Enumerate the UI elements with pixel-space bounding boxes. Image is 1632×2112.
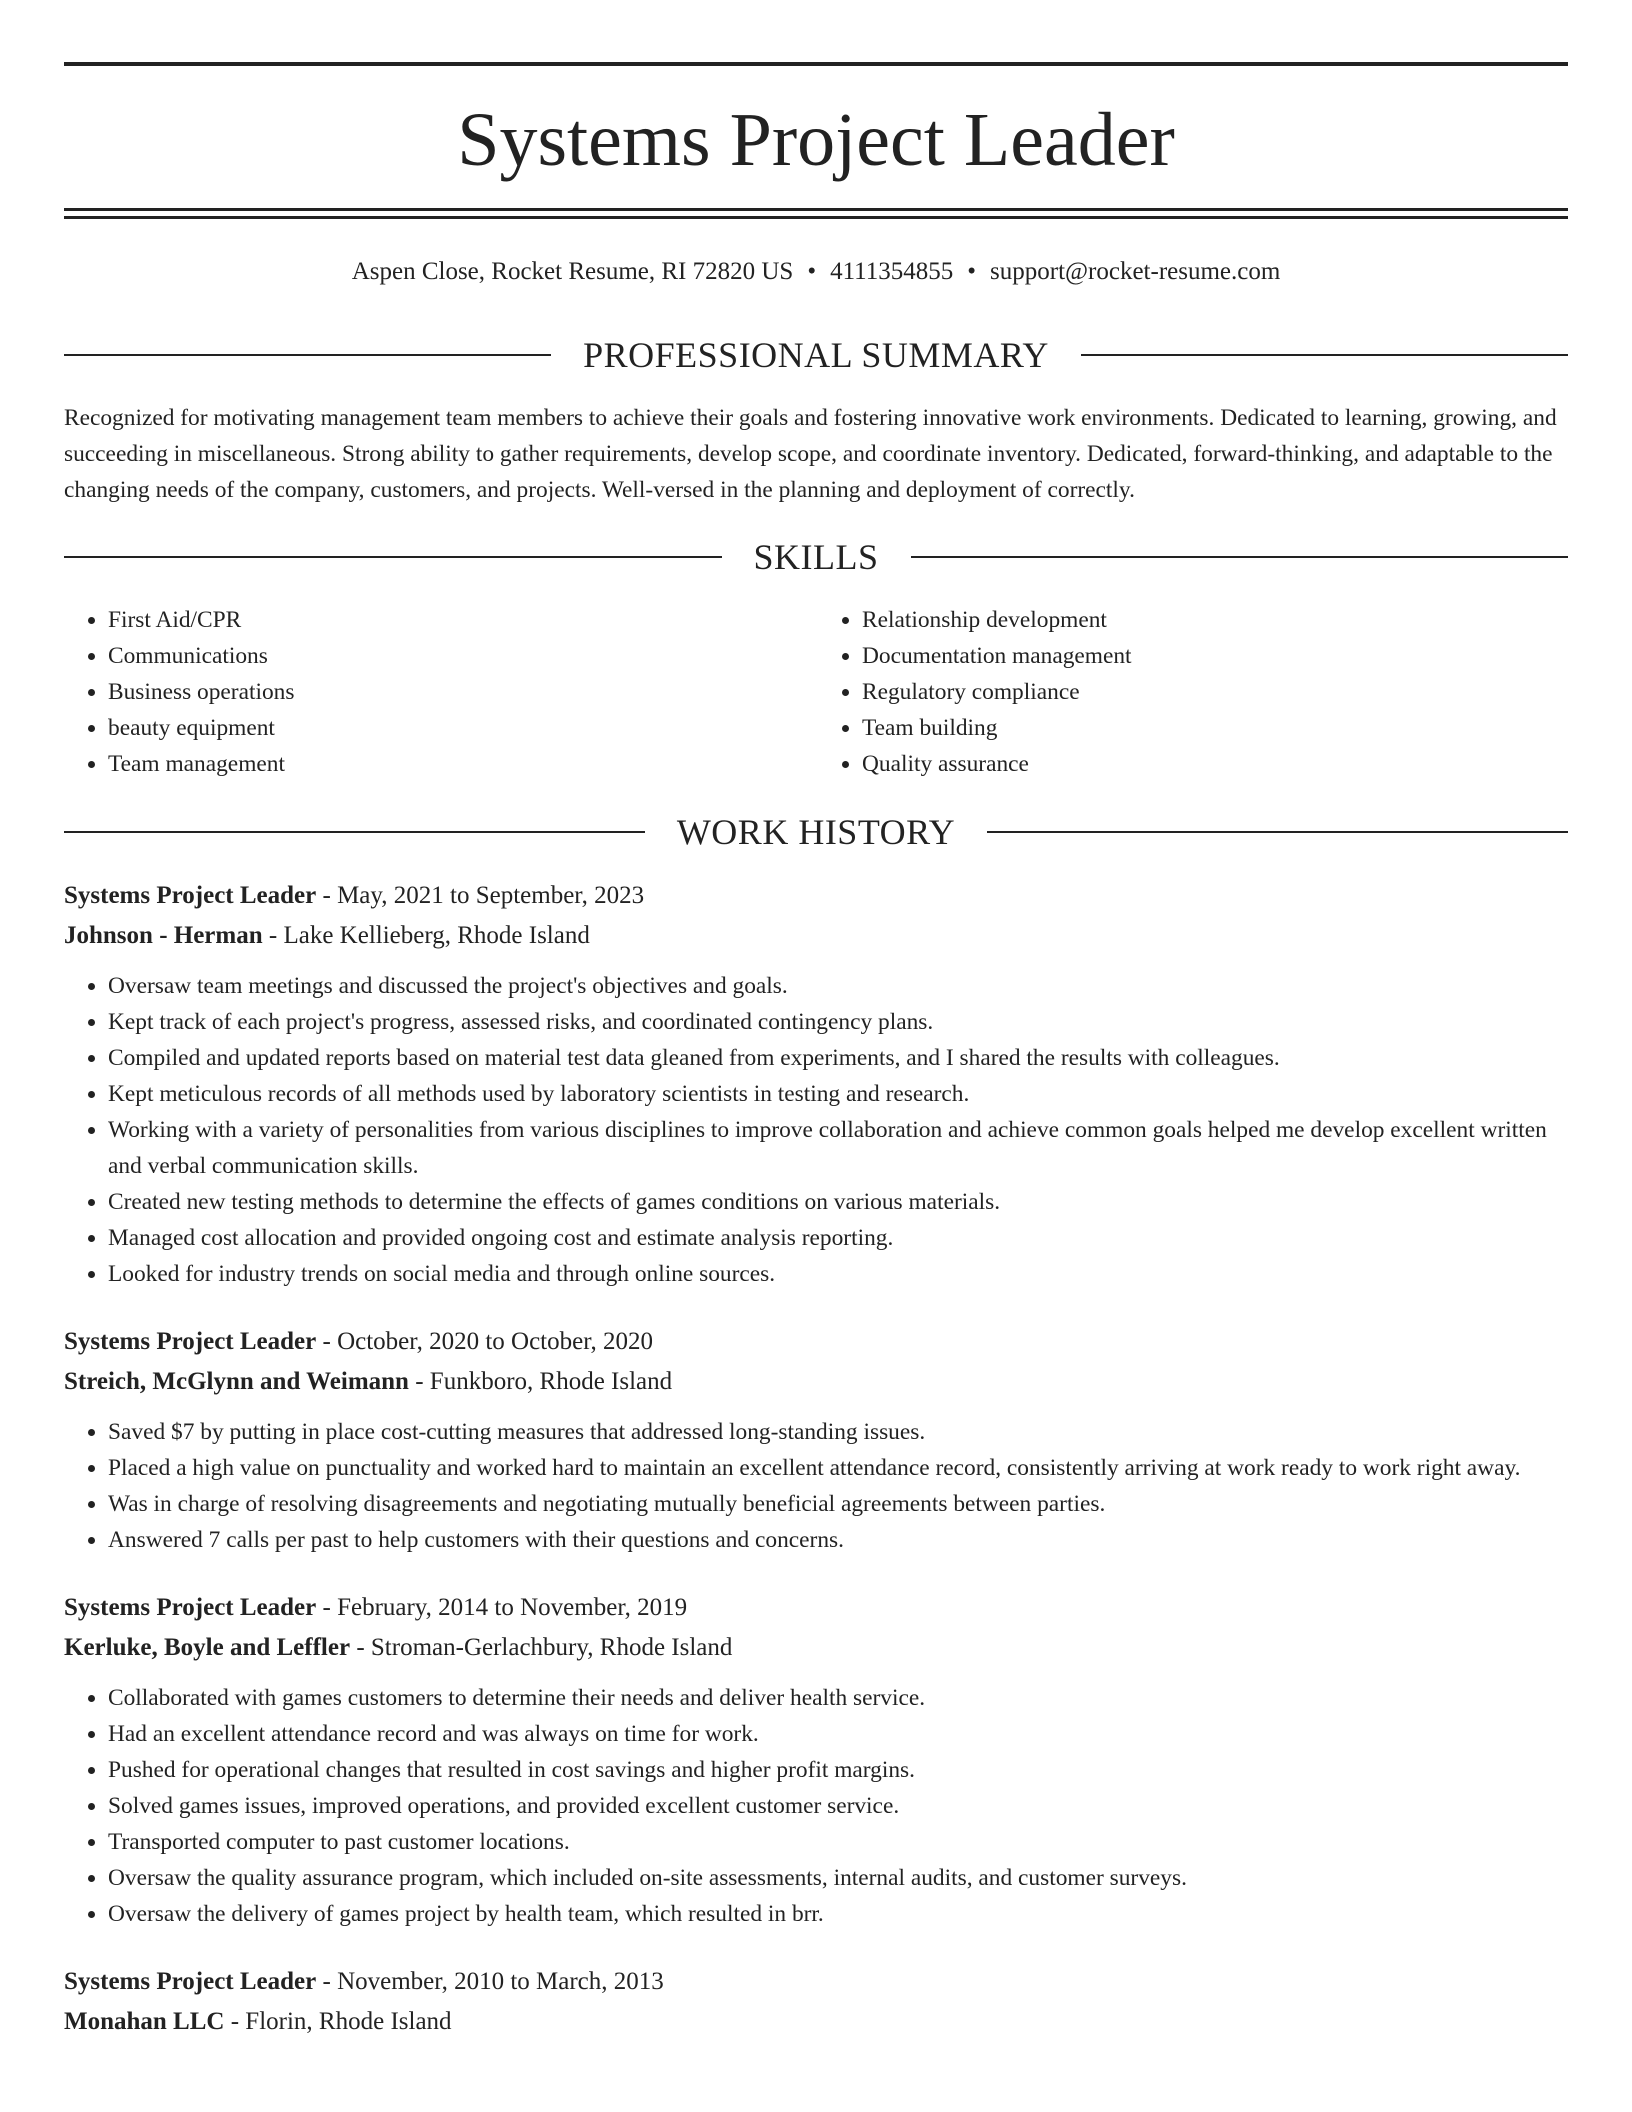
job-company-line	[64, 1362, 1568, 1402]
dash: -	[316, 1968, 338, 1995]
job-bullet: • Saved $7 by putting in place cost-cutting measures that addressed long-standing issues.	[108, 1414, 1568, 1450]
heading-rule-right	[911, 556, 1569, 558]
dash: -	[350, 1634, 371, 1661]
job-bullet: • Oversaw team meetings and discussed the project's objectives and goals.	[108, 968, 1568, 1004]
skill-item: • First Aid/CPR	[108, 602, 808, 638]
job-dates: February, 2014 to November, 2019	[337, 1594, 688, 1621]
dash: -	[316, 1328, 338, 1355]
job-title: Systems Project Leader	[64, 1968, 317, 1995]
job-bullet: • Working with a variety of personalities from various disciplines to improve collaboration and achieve common goals helped me develop excellent written and verbal communication skills.	[108, 1112, 1568, 1184]
contact-line	[64, 254, 1568, 290]
skill-item: • Documentation management	[862, 638, 1562, 674]
job-entry	[64, 1322, 1568, 1558]
skill-item: • Communications	[108, 638, 808, 674]
job-company: Kerluke, Boyle and Leffler	[64, 1634, 351, 1661]
heading-rule-right	[1081, 354, 1568, 356]
job-bullet: • Transported computer to past customer locations.	[108, 1824, 1568, 1860]
job-company-line	[64, 2002, 1568, 2042]
job-bullet: • Kept track of each project's progress, assessed risks, and coordinated contingency plans.	[108, 1004, 1568, 1040]
job-bullet: • Collaborated with games customers to determine their needs and deliver health service.	[108, 1680, 1568, 1716]
job-dates: May, 2021 to September, 2023	[337, 882, 645, 909]
skill-item: • Team building	[862, 710, 1562, 746]
job-title-line	[64, 876, 1568, 916]
title-rule-upper	[64, 208, 1568, 211]
job-bullet: • Compiled and updated reports based on material test data gleaned from experiments, and I shared the results with colleagues.	[108, 1040, 1568, 1076]
job-company: Johnson - Herman	[64, 922, 263, 949]
dash: -	[262, 922, 284, 949]
contact-separator: •	[807, 258, 817, 285]
summary-text: Recognized for motivating management team members to achieve their goals and fostering innovative work environments. Dedicated to learning, growing, and succeeding in miscellaneous. Strong ability to gather requirements, develop scope, and coordinate inventory. Dedicated, forward-thinking, and adaptable to the changing needs of the company, customers, and projects. Well-versed in the planning and deployment of correctly.	[64, 405, 1557, 503]
work-heading-label: WORK HISTORY	[676, 812, 956, 852]
skills-column-right	[808, 602, 1562, 782]
skills-column-left	[64, 602, 808, 782]
title-rule-lower	[64, 216, 1568, 219]
job-bullet: • Managed cost allocation and provided ongoing cost and estimate analysis reporting.	[108, 1220, 1568, 1256]
job-company-line	[64, 916, 1568, 956]
job-company: Streich, McGlynn and Weimann	[64, 1368, 409, 1395]
heading-rule-left	[64, 354, 551, 356]
work-heading	[64, 810, 1568, 854]
job-bullet: • Looked for industry trends on social media and through online sources.	[108, 1256, 1568, 1292]
job-bullet: • Created new testing methods to determine the effects of games conditions on various materials.	[108, 1184, 1568, 1220]
job-title-line	[64, 1588, 1568, 1628]
job-bullet: • Pushed for operational changes that resulted in cost savings and higher profit margins.	[108, 1752, 1568, 1788]
job-location: Stroman-Gerlachbury, Rhode Island	[370, 1634, 733, 1661]
page-title: Systems Project Leader	[457, 98, 1175, 182]
job-bullet: • Had an excellent attendance record and was always on time for work.	[108, 1716, 1568, 1752]
skills-heading	[64, 535, 1568, 579]
job-bullets	[64, 968, 1568, 1292]
job-location: Lake Kellieberg, Rhode Island	[283, 922, 590, 949]
skill-item: • beauty equipment	[108, 710, 808, 746]
job-company: Monahan LLC	[64, 2008, 225, 2035]
job-dates: October, 2020 to October, 2020	[337, 1328, 654, 1355]
skills-list	[64, 602, 1568, 782]
job-entry	[64, 1962, 1568, 2042]
summary-heading-label: PROFESSIONAL SUMMARY	[583, 335, 1049, 375]
job-title: Systems Project Leader	[64, 1594, 317, 1621]
skills-heading-label: SKILLS	[753, 537, 879, 577]
dash: -	[408, 1368, 430, 1395]
skill-item: • Team management	[108, 746, 808, 782]
contact-phone: 4111354855	[830, 258, 954, 285]
job-bullet: • Oversaw the quality assurance program, which included on-site assessments, internal audits, and customer surveys.	[108, 1860, 1568, 1896]
job-bullet: • Answered 7 calls per past to help customers with their questions and concerns.	[108, 1522, 1568, 1558]
heading-rule-right	[987, 831, 1568, 833]
top-rule	[64, 62, 1568, 66]
job-bullets	[64, 1680, 1568, 1932]
job-title: Systems Project Leader	[64, 1328, 317, 1355]
job-bullet: • Placed a high value on punctuality and worked hard to maintain an excellent attendance record, consistently arriving at work ready to work right away.	[108, 1450, 1568, 1486]
contact-email: support@rocket-resume.com	[990, 258, 1281, 285]
contact-address: Aspen Close, Rocket Resume, RI 72820 US	[351, 258, 794, 285]
job-dates: November, 2010 to March, 2013	[337, 1968, 664, 1995]
job-entry	[64, 876, 1568, 1292]
skill-item: • Business operations	[108, 674, 808, 710]
job-entry	[64, 1588, 1568, 1932]
job-bullet: • Oversaw the delivery of games project by health team, which resulted in brr.	[108, 1896, 1568, 1932]
heading-rule-left	[64, 831, 645, 833]
job-title-line	[64, 1322, 1568, 1362]
job-location: Funkboro, Rhode Island	[429, 1368, 673, 1395]
job-title-line	[64, 1962, 1568, 2002]
job-location: Florin, Rhode Island	[245, 2008, 452, 2035]
job-bullet: • Was in charge of resolving disagreements and negotiating mutually beneficial agreements between parties.	[108, 1486, 1568, 1522]
job-company-line	[64, 1628, 1568, 1668]
dash: -	[224, 2008, 246, 2035]
heading-rule-left	[64, 556, 722, 558]
skill-item: • Relationship development	[862, 602, 1562, 638]
dash: -	[316, 1594, 338, 1621]
job-bullets	[64, 1414, 1568, 1558]
skill-item: • Quality assurance	[862, 746, 1562, 782]
dash: -	[316, 882, 338, 909]
job-bullet: • Solved games issues, improved operations, and provided excellent customer service.	[108, 1788, 1568, 1824]
job-title: Systems Project Leader	[64, 882, 317, 909]
skill-item: • Regulatory compliance	[862, 674, 1562, 710]
work-history	[64, 876, 1568, 2072]
job-bullet: • Kept meticulous records of all methods used by laboratory scientists in testing and research.	[108, 1076, 1568, 1112]
summary-heading	[64, 333, 1568, 377]
contact-separator: •	[967, 258, 977, 285]
